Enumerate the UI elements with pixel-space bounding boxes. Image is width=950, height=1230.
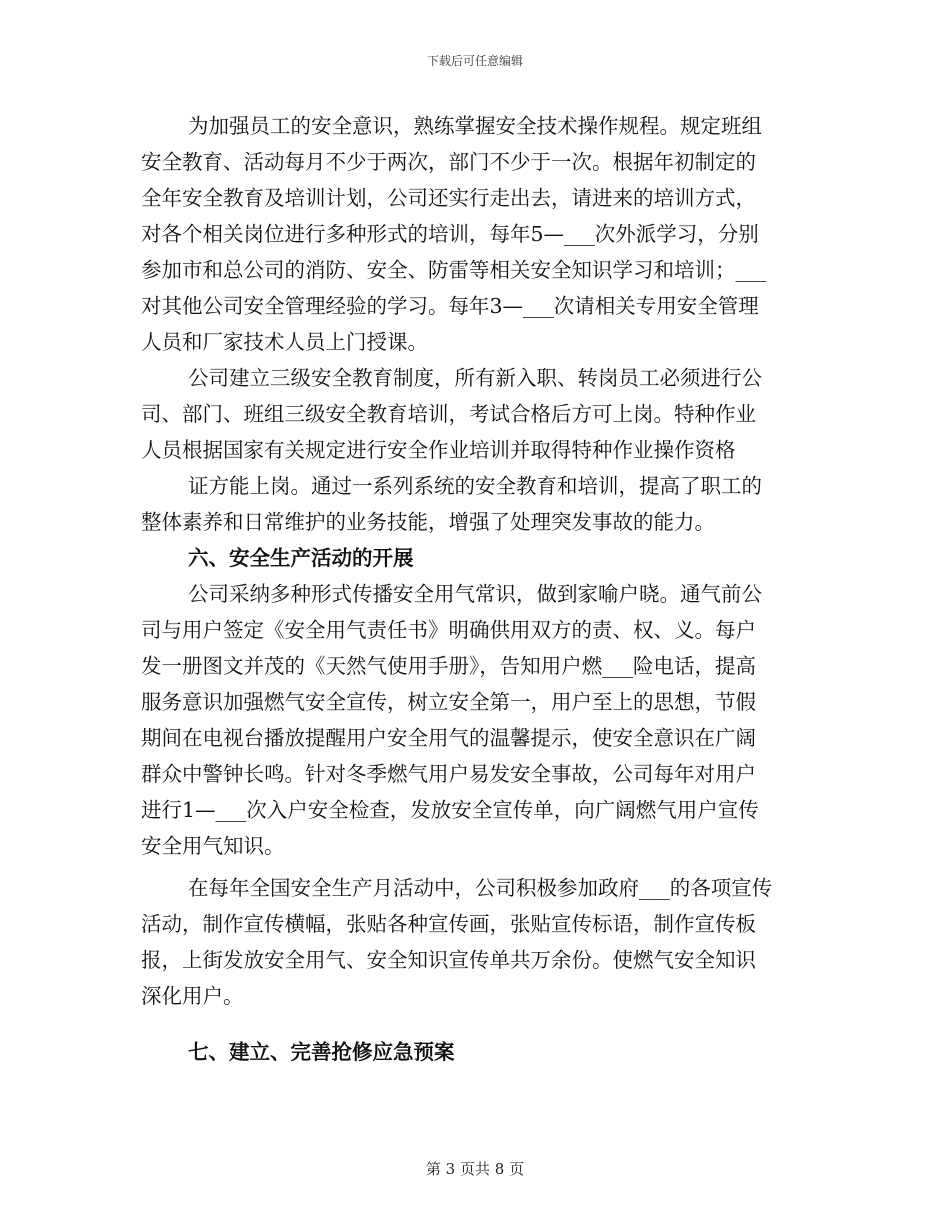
paragraph-line: 为加强员工的安全意识，熟练掌握安全技术操作规程。规定班组 [188, 114, 762, 138]
paragraph-line: 服务意识加强燃气安全宣传，树立安全第一，用户至上的思想，节假 [141, 690, 756, 714]
paragraph-line: 对其他公司安全管理经验的学习。每年3—___次请相关专用安全管理 [141, 294, 759, 318]
paragraph-line: 活动，制作宣传横幅，张贴各种宣传画，张贴宣传标语，制作宣传板 [141, 912, 756, 936]
paragraph-line: 深化用户。 [141, 984, 244, 1008]
document-body [141, 108, 817, 1070]
paragraph-line: 对各个相关岗位进行多种形式的培训，每年5—___次外派学习，分别 [141, 222, 759, 246]
paragraph-line: 人员和厂家技术人员上门授课。 [141, 330, 428, 354]
page-header-note: 下载后可任意编辑 [426, 54, 523, 68]
paragraph-line: 群众中警钟长鸣。针对冬季燃气用户易发安全事故，公司每年对用户 [141, 762, 756, 786]
section-heading-activities: 六、安全生产活动的开展 [188, 546, 414, 570]
paragraph-line: 公司建立三级安全教育制度，所有新入职、转岗员工必须进行公 [188, 366, 762, 390]
paragraph-line: 人员根据国家有关规定进行安全作业培训并取得特种作业操作资格 [141, 438, 736, 462]
paragraph-line: 发一册图文并茂的《天然气使用手册》，告知用户燃___险电话，提高 [141, 654, 756, 678]
paragraph-line: 司、部门、班组三级安全教育培训，考试合格后方可上岗。特种作业 [141, 402, 756, 426]
paragraph-line: 安全教育、活动每月不少于两次，部门不少于一次。根据年初制定的 [141, 150, 756, 174]
paragraph-line: 证方能上岗。通过一系列系统的安全教育和培训，提高了职工的 [188, 474, 762, 498]
paragraph-line: 整体素养和日常维护的业务技能，增强了处理突发事故的能力。 [141, 510, 715, 534]
section-heading-emergency: 七、建立、完善抢修应急预案 [188, 1040, 455, 1064]
paragraph-line: 进行1—___次入户安全检查，发放安全宣传单，向广阔燃气用户宣传 [141, 798, 759, 822]
paragraph-line: 公司采纳多种形式传播安全用气常识，做到家喻户晓。通气前公 [188, 582, 762, 606]
paragraph-line: 参加市和总公司的消防、安全、防雷等相关安全知识学习和培训；___ [141, 258, 767, 282]
page-number: 第 3 页共 8 页 [425, 1160, 525, 1178]
paragraph-line: 期间在电视台播放提醒用户安全用气的温馨提示，使安全意识在广阔 [141, 726, 756, 750]
paragraph-line: 司与用户签定《安全用气责任书》明确供用双方的责、权、义。每户 [141, 618, 756, 642]
paragraph-line: 在每年全国安全生产月活动中，公司积极参加政府___的各项宣传 [188, 876, 773, 900]
paragraph-line: 全年安全教育及培训计划，公司还实行走出去，请进来的培训方式， [141, 186, 756, 210]
paragraph-line: 安全用气知识。 [141, 834, 285, 858]
paragraph-line: 报，上街发放安全用气、安全知识宣传单共万余份。使燃气安全知识 [141, 948, 756, 972]
